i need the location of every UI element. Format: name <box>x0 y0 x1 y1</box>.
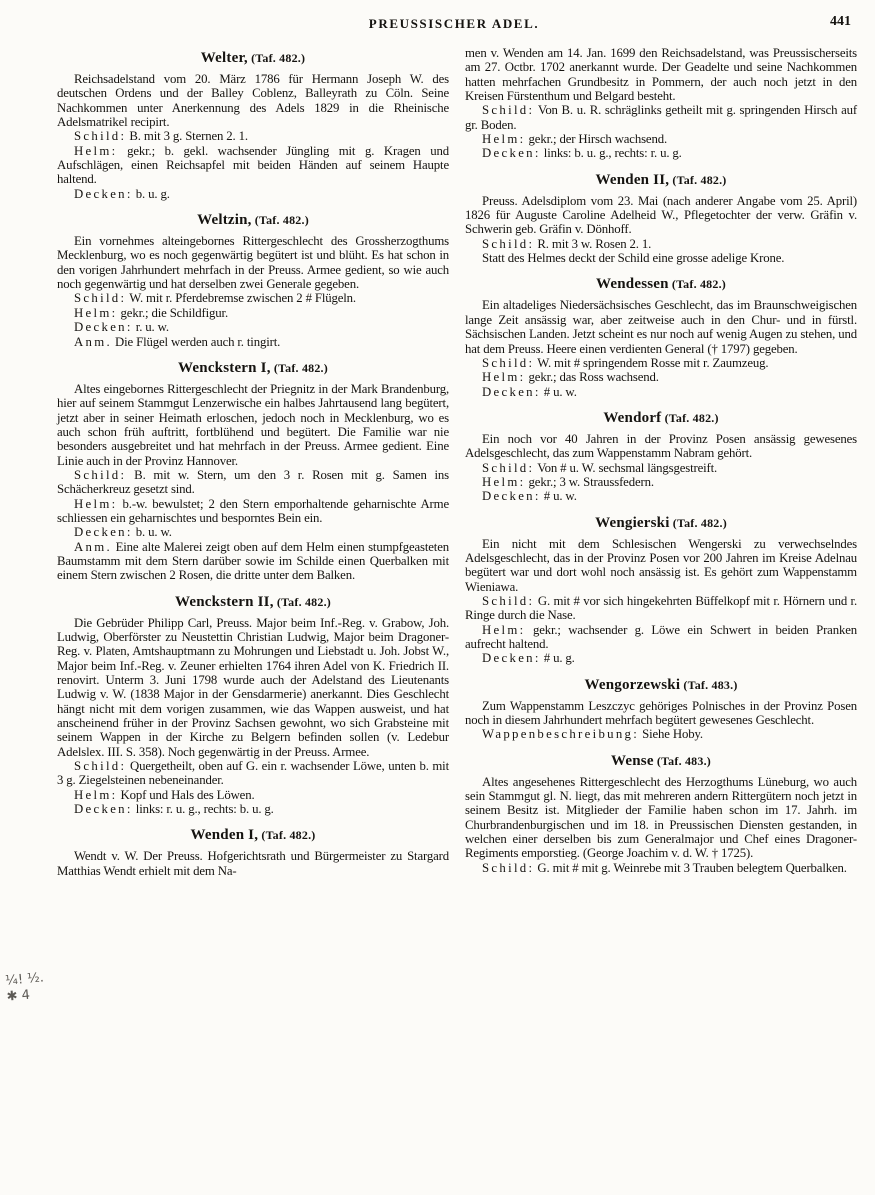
blazon-line-helm: Helm: gekr.; die Schildfigur. <box>74 305 228 320</box>
entry-paragraph: men v. Wenden am 14. Jan. 1699 den Reichsadelstand, was Preussischerseits am 27. Octbr. 1702 anerkannt wurde. Der Geadelte und seine Nachkommen hatten mehrfachen Grundbesitz in Pommern, der auch noch jetzt in den Kreisen Fürstenthum und Belgard besteht. <box>465 46 857 104</box>
blazon-label: Helm: <box>74 305 118 320</box>
plate-reference: (Taf. 482.) <box>669 515 727 530</box>
blazon-line-helm: Helm: Kopf und Hals des Löwen. <box>74 787 255 802</box>
plate-reference: (Taf. 482.) <box>247 51 306 65</box>
blazon-label: Helm: <box>482 474 526 489</box>
entry-title <box>465 276 857 293</box>
entry-weltzin <box>57 212 449 349</box>
blazon-label: Decken: <box>74 186 133 201</box>
blazon-line-schild: Schild: Von B. u. R. schräglinks getheilt mit g. springenden Hirsch auf gr. Boden. <box>465 103 857 132</box>
blazon-label: Helm: <box>74 787 118 802</box>
blazon-label: Decken: <box>482 489 541 504</box>
entry-paragraph: Preuss. Adelsdiplom vom 23. Mai (nach anderer Angabe vom 25. April) 1826 für Auguste Caroline Adelheid W., Pflegetochter der verw. Gräfin v. Schwerin geb. Gräfin v. Dönhoff. <box>465 193 857 237</box>
entry-title <box>57 50 449 67</box>
entry-title <box>465 410 857 427</box>
entry-wengorzewski <box>465 677 857 742</box>
entry-paragraph: Wendt v. W. Der Preuss. Hofgerichtsrath und Bürgermeister zu Stargard Matthias Wendt erhielt mit dem Na- <box>57 849 449 878</box>
plate-reference: (Taf. 483.) <box>653 753 711 768</box>
blazon-line-decken: Decken: # u. w. <box>482 384 577 399</box>
blazon-label: Decken: <box>482 384 541 399</box>
blazon-line-schild: Schild: G. mit # vor sich hingekehrten Büffelkopf mit r. Hörnern und r. Ringe durch die Nase. <box>465 593 857 623</box>
left-column <box>57 46 449 878</box>
blazon-line-anm: Anm. Eine alte Malerei zeigt oben auf dem Helm einen stumpfgeasteten Baumstamm mit dem Stern darüber sowie im Schilde einen Querbalken mit einem Stern zwischen 2 Rosen, die dritte unter dem Balken. <box>57 539 449 583</box>
entry-paragraph: Ein noch vor 40 Jahren in der Provinz Posen ansässig gewesenes Adelsgeschlecht, das zum Wappenstamm Nabram gehört. <box>465 431 857 461</box>
entry-paragraph: Altes eingebornes Rittergeschlecht der Priegnitz in der Mark Brandenburg, hier auf seinem Stammgut Lenzerwische ein halbes Jahrtausend lang begütert, jetzt aber in seiner Heimath erloschen, jedoch noch in Mecklenburg, wo es auch schon früh auftritt, fortblühend und begütert. Die Familie war nie besonders ausgebreitet und hat mehrfach in der Preuss. Armee gedient. Eine Linie auch in der Provinz Hannover. <box>57 381 449 468</box>
blazon-label: Schild: <box>74 759 127 774</box>
entry-paragraph: Reichsadelstand vom 20. März 1786 für Hermann Joseph W. des deutschen Ordens und der Balley Coblenz, Balleyrath zu Cöln. Seine Nachkommen unter Anerkennung des Adels 1829 in die Rheinische Adelsmatrikel recipirt. <box>57 72 449 130</box>
entry-wenckstern-ii <box>57 594 449 817</box>
blazon-line-helm: Helm: b.-w. bewulstet; 2 den Stern emporhaltende geharnischte Arme schliessen ein geharnischtes und besporntes Bein ein. <box>57 496 449 525</box>
page-header <box>57 16 851 38</box>
family-name: Wenden I, <box>190 827 259 844</box>
blazon-line-decken: Decken: b. u. w. <box>74 525 172 540</box>
entry-title <box>57 212 449 229</box>
blazon-line-schild: Schild: B. mit 3 g. Sternen 2. 1. <box>74 129 248 144</box>
blazon-label: Schild: <box>482 355 535 370</box>
blazon-line-helm: Helm: gekr.; wachsender g. Löwe ein Schwert in beiden Pranken aufrecht haltend. <box>465 622 857 651</box>
blazon-label: Helm: <box>482 132 526 147</box>
blazon-line-decken: Decken: links: r. u. g., rechts: b. u. g. <box>74 802 274 817</box>
blazon-line-schild: Schild: W. mit r. Pferdebremse zwischen 2 # Flügeln. <box>74 291 356 306</box>
blazon-line-wappenbeschreibung: Wappenbeschreibung: Siehe Hoby. <box>482 727 703 742</box>
blazon-line-anm: Anm. Die Flügel werden auch r. tingirt. <box>74 334 281 349</box>
entry-wenckstern-i <box>57 360 449 583</box>
handwritten-note <box>5 970 46 1005</box>
plate-reference: (Taf. 482.) <box>668 277 726 292</box>
blazon-label: Helm: <box>482 370 526 385</box>
entry-paragraph: Zum Wappenstamm Leszczyc gehöriges Polnisches in der Provinz Posen noch in diesem Jahrhundert mehrfach begütert gewesenes Geschlecht. <box>465 698 857 728</box>
entry-wengierski <box>465 515 857 666</box>
blazon-label: Schild: <box>482 860 535 875</box>
entry-paragraph: Altes angesehenes Rittergeschlecht des Herzogthums Lüneburg, wo auch sein Stammgut gl. N. liegt, das mit mehreren andern Rittergütern noch jetzt in seinem Besitz ist. Mitglieder der Familie haben schon im 17. Jahrh. im Churbrandenburgischen und im 18. in Preussischen Diensten gestanden, in welchen einer derselben bis zum Generalmajor und Chef eines Dragoner-Regiments emporstieg. (George Joachim v. d. W. † 1725). <box>465 774 857 861</box>
blazon-label: Decken: <box>74 320 133 335</box>
entry-title <box>57 827 449 844</box>
blazon-label: Schild: <box>482 593 535 608</box>
blazon-label: Schild: <box>74 291 127 306</box>
entry-wendorf <box>465 410 857 504</box>
blazon-label: Helm: <box>74 496 118 511</box>
blazon-line-schild: Schild: Quergetheilt, oben auf G. ein r. wachsender Löwe, unten b. mit 3 g. Ziegelsteinen nebeneinander. <box>57 759 449 788</box>
entry-paragraph: Die Gebrüder Philipp Carl, Preuss. Major beim Inf.-Reg. v. Grabow, Joh. Ludwig, Oberförster zu Neustettin Christian Ludwig, Major beim Dragoner-Reg. v. Platen, Amtshauptmann zu Mohrungen und Liebstadt u. Joh. Jobst W., Major beim Inf.-Reg. v. Zeuner erhielten 1764 ihren Adel von K. Friedrich II. renovirt. Unterm 3. Juni 1798 wurde auch der Adelstand des Lieutenants Ludwig v. W. (1838 Major in der Gensdarmerie) anerkannt. Dies Geschlecht hängt nicht mit dem vorigen zusammen, wie das Wappen ausweist, und hat anscheinend früher in der Provinz Sachsen gewohnt, wo sich Grabsteine mit seinem Wappen in der Kirche zu Belgern befinden sollen (v. Ledebur Adelslex. III. S. 358). Noch gegenwärtig in der Preuss. Armee. <box>57 615 449 759</box>
text-columns <box>57 46 857 878</box>
entry-wenden-i <box>57 827 449 878</box>
family-name: Wenckstern I, <box>178 359 271 376</box>
family-name: Wendorf <box>603 409 662 426</box>
family-name: Welter, <box>200 50 248 66</box>
blazon-line-decken: Decken: # u. g. <box>482 651 575 666</box>
family-name: Wendessen <box>596 276 669 293</box>
blazon-line-helm: Helm: gekr.; 3 w. Straussfedern. <box>482 474 654 489</box>
page-number: 441 <box>830 14 851 29</box>
family-name: Weltzin, <box>197 212 252 229</box>
plate-reference: (Taf. 483.) <box>680 677 738 692</box>
running-title: PREUSSISCHER ADEL. <box>368 16 540 31</box>
blazon-line-schild: Schild: W. mit # springendem Rosse mit r. Zaumzeug. <box>482 355 769 370</box>
entry-title <box>465 172 857 189</box>
blazon-line-decken: Decken: r. u. w. <box>74 320 169 335</box>
entry-wenden-ii <box>465 172 857 266</box>
blazon-label: Anm. <box>74 539 112 554</box>
blazon-line-schild: Schild: G. mit # mit g. Weinrebe mit 3 Trauben belegtem Querbalken. <box>482 860 847 875</box>
entry-title <box>465 515 857 532</box>
blazon-line-helm: Helm: gekr.; das Ross wachsend. <box>482 370 659 385</box>
entry-paragraph: Ein vornehmes alteingebornes Rittergeschlecht des Grossherzogthums Mecklenburg, wo es noch gegenwärtig begütert ist und blüht. Es hat schon in den vorigen Jahrhundert mehrfach in der Preuss. Armee gedient, so wie auch noch gegenwärtig und hat derselben zwei Generale gegeben. <box>57 234 449 292</box>
blazon-label: Wappenbeschreibung: <box>482 727 640 742</box>
family-name: Wenden II, <box>595 171 670 188</box>
blazon-label: Helm: <box>74 143 118 158</box>
blazon-line-schild: Schild: R. mit 3 w. Rosen 2. 1. <box>482 236 652 251</box>
blazon-line-helm: Helm: gekr.; b. gekl. wachsender Jüngling mit g. Kragen und Aufschlägen, einen Reichsapfel mit beiden Händen auf seinem Haupte haltend. <box>57 143 449 187</box>
blazon-label: Schild: <box>482 460 535 475</box>
blazon-line-decken: Decken: # u. w. <box>482 489 577 504</box>
blazon-line-decken: Decken: links: b. u. g., rechts: r. u. g. <box>482 146 682 161</box>
entry-wense <box>465 753 857 875</box>
blazon-label: Schild: <box>74 467 127 482</box>
entry-continued <box>465 46 857 161</box>
entry-paragraph: Statt des Helmes deckt der Schild eine grosse adelige Krone. <box>482 251 785 266</box>
handwritten-note-line2: ✱ 4 <box>6 987 31 1005</box>
blazon-label: Schild: <box>74 129 127 144</box>
entry-title <box>57 594 449 611</box>
blazon-label: Schild: <box>482 103 535 118</box>
entry-welter <box>57 50 449 201</box>
entry-title <box>465 753 857 770</box>
entry-wendessen <box>465 276 857 398</box>
blazon-label: Decken: <box>482 146 541 161</box>
entry-title <box>57 360 449 377</box>
plate-reference: (Taf. 482.) <box>273 594 331 609</box>
family-name: Wenckstern II, <box>175 593 274 610</box>
blazon-line-schild: Schild: Von # u. W. sechsmal längsgestreift. <box>482 460 718 475</box>
blazon-label: Decken: <box>74 525 133 540</box>
blazon-label: Schild: <box>482 236 535 251</box>
blazon-label: Decken: <box>74 802 133 817</box>
plate-reference: (Taf. 482.) <box>258 828 316 843</box>
family-name: Wengorzewski <box>584 676 681 693</box>
entry-paragraph: Ein altadeliges Niedersächsisches Geschlecht, das im Braunschweigischen lange Zeit ansässig war, aber zeitweise auch in den Chur- und in fürstl. Sächsischen Landen. Jetzt scheint es nur noch auf wenig Augen zu stehen, und hat dem Preuss. Heere einen verdienten General († 1797) gegeben. <box>465 298 857 356</box>
family-name: Wengierski <box>595 514 670 531</box>
blazon-label: Helm: <box>482 622 526 637</box>
plate-reference: (Taf. 482.) <box>270 360 328 375</box>
entry-paragraph: Ein nicht mit dem Schlesischen Wengerski zu verwechselndes Adelsgeschlecht, das in der Provinz Posen vor 200 Jahren im Kreise Adelnau begütert war und dort wohl noch ansässig ist. Es gehört zum Wappenstamm Wieniawa. <box>465 536 857 594</box>
blazon-line-decken: Decken: b. u. g. <box>74 186 170 201</box>
family-name: Wense <box>611 752 654 769</box>
plate-reference: (Taf. 482.) <box>661 410 719 425</box>
blazon-label: Anm. <box>74 334 112 349</box>
plate-reference: (Taf. 482.) <box>669 172 727 187</box>
blazon-line-helm: Helm: gekr.; der Hirsch wachsend. <box>482 132 667 147</box>
plate-reference: (Taf. 482.) <box>251 213 309 228</box>
entry-title <box>465 677 857 694</box>
blazon-line-schild: Schild: B. mit w. Stern, um den 3 r. Rosen mit g. Samen ins Schächerkreuz gesetzt sind. <box>57 467 449 497</box>
blazon-label: Decken: <box>482 651 541 666</box>
right-column <box>465 46 857 878</box>
handwritten-note-line1: ¼! ½. <box>4 970 45 989</box>
